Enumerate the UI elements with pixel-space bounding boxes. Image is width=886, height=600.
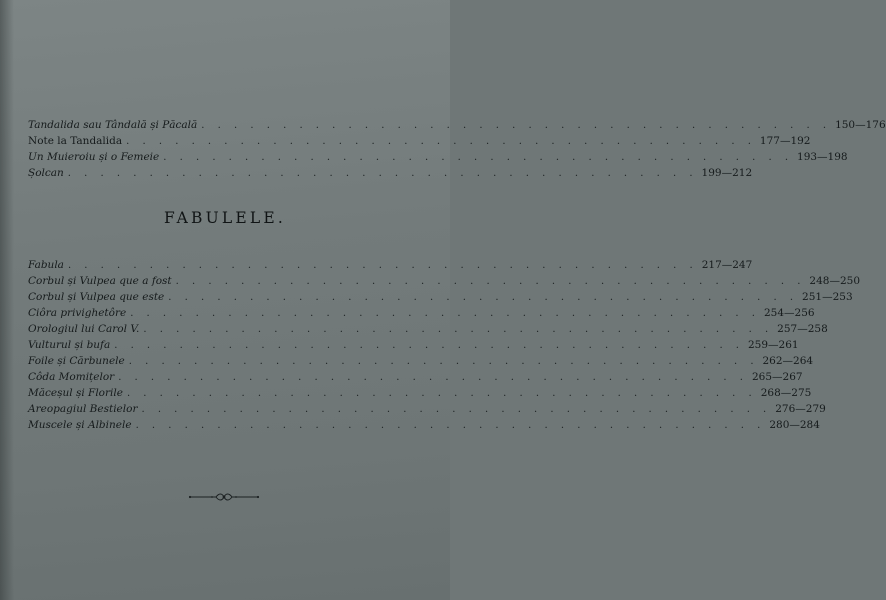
toc-leader-dots: . . . . . . . . . . . . . . . . . . . . . . . . . . . . . . . . . . . . . . . bbox=[135, 420, 766, 431]
toc-entry bbox=[28, 353, 814, 369]
toc-entry-title: Note la Tandalida bbox=[28, 135, 123, 147]
toc-entry-title: Foile și Cărbunele bbox=[28, 355, 125, 367]
toc-entry-pages: 177—192 bbox=[759, 135, 811, 147]
toc-entry-title: Muscele și Albinele bbox=[28, 419, 132, 431]
toc-entry-title: Tandalida sau Tândală și Păcală bbox=[28, 119, 198, 131]
section-heading: FABULELE. bbox=[164, 209, 286, 227]
toc-section-upper bbox=[28, 117, 886, 181]
toc-entry-title: Șolcan bbox=[28, 167, 64, 179]
toc-entry-pages: 248—250 bbox=[809, 275, 861, 287]
toc-leader-dots: . . . . . . . . . . . . . . . . . . . . . . . . . . . . . . . . . . . . . . . bbox=[141, 404, 772, 415]
toc-entry bbox=[28, 165, 753, 181]
toc-entry-pages: 259—261 bbox=[747, 339, 799, 351]
toc-entry-title: Fabula bbox=[28, 259, 64, 271]
toc-entry-title: Corbul și Vulpea que a fost bbox=[28, 275, 172, 287]
toc-entry-pages: 217—247 bbox=[701, 259, 753, 271]
toc-entry bbox=[28, 369, 803, 385]
toc-leader-dots: . . . . . . . . . . . . . . . . . . . . . . . . . . . . . . . . . . . . . . . bbox=[143, 324, 774, 335]
toc-entry bbox=[28, 305, 815, 321]
toc-entry bbox=[28, 401, 826, 417]
toc-entry-pages: 199—212 bbox=[701, 167, 753, 179]
toc-leader-dots: . . . . . . . . . . . . . . . . . . . . . . . . . . . . . . . . . . . . . . . bbox=[114, 340, 744, 351]
toc-entry bbox=[28, 385, 812, 401]
toc-leader-dots: . . . . . . . . . . . . . . . . . . . . . . . . . . . . . . . . . . . . . . . bbox=[67, 260, 698, 271]
toc-entry bbox=[28, 257, 753, 273]
toc-entry-pages: 257—258 bbox=[777, 323, 828, 335]
toc-entry-pages: 280—284 bbox=[769, 419, 820, 431]
page-gutter-shadow bbox=[0, 0, 14, 600]
toc-entry-pages: 254—256 bbox=[763, 307, 815, 319]
toc-entry bbox=[28, 273, 861, 289]
decorative-rule-icon bbox=[188, 490, 260, 504]
toc-leader-dots: . . . . . . . . . . . . . . . . . . . . . . . . . . . . . . . . . . . . . . . bbox=[175, 276, 806, 287]
toc-entry-pages: 262—264 bbox=[762, 355, 814, 367]
toc-entry-title: Areopagiul Bestielor bbox=[28, 403, 138, 415]
toc-entry-pages: 193—198 bbox=[797, 151, 848, 163]
toc-entry-pages: 276—279 bbox=[775, 403, 826, 415]
toc-entry bbox=[28, 117, 886, 133]
toc-entry bbox=[28, 289, 853, 305]
toc-entry-title: Măceșul și Florile bbox=[28, 387, 123, 399]
toc-entry-title: Orologiul lui Carol V. bbox=[28, 323, 140, 335]
toc-entry bbox=[28, 133, 811, 149]
toc-leader-dots: . . . . . . . . . . . . . . . . . . . . . . . . . . . . . . . . . . . . . . . bbox=[168, 292, 799, 303]
toc-entry-pages: 268—275 bbox=[760, 387, 812, 399]
toc-entry-pages: 150—176 bbox=[835, 119, 886, 131]
toc-entry bbox=[28, 337, 799, 353]
toc-entry-title: Côda Momițelor bbox=[28, 371, 115, 383]
toc-entry-title: Corbul și Vulpea que este bbox=[28, 291, 165, 303]
toc-entry-pages: 251—253 bbox=[802, 291, 853, 303]
toc-leader-dots: . . . . . . . . . . . . . . . . . . . . . . . . . . . . . . . . . . . . . . . bbox=[163, 152, 794, 163]
toc-entry-title: Un Muieroiu și o Femeie bbox=[28, 151, 160, 163]
toc-leader-dots: . . . . . . . . . . . . . . . . . . . . . . . . . . . . . . . . . . . . . . . bbox=[201, 120, 832, 131]
toc-leader-dots: . . . . . . . . . . . . . . . . . . . . . . . . . . . . . . . . . . . . . . . bbox=[126, 388, 757, 399]
toc-entry-pages: 265—267 bbox=[751, 371, 803, 383]
toc-leader-dots: . . . . . . . . . . . . . . . . . . . . . . . . . . . . . . . . . . . . . . . bbox=[130, 308, 760, 319]
toc-entry-title: Ciôra privighetôre bbox=[28, 307, 127, 319]
toc-leader-dots: . . . . . . . . . . . . . . . . . . . . . . . . . . . . . . . . . . . . . . . bbox=[126, 136, 756, 147]
toc-section-fabulele bbox=[28, 257, 861, 433]
toc-entry bbox=[28, 321, 828, 337]
toc-leader-dots: . . . . . . . . . . . . . . . . . . . . . . . . . . . . . . . . . . . . . . . bbox=[67, 168, 698, 179]
toc-leader-dots: . . . . . . . . . . . . . . . . . . . . . . . . . . . . . . . . . . . . . . . bbox=[128, 356, 759, 367]
toc-entry bbox=[28, 417, 820, 433]
toc-leader-dots: . . . . . . . . . . . . . . . . . . . . . . . . . . . . . . . . . . . . . . . bbox=[118, 372, 748, 383]
toc-entry-title: Vulturul și bufa bbox=[28, 339, 111, 351]
toc-entry bbox=[28, 149, 848, 165]
